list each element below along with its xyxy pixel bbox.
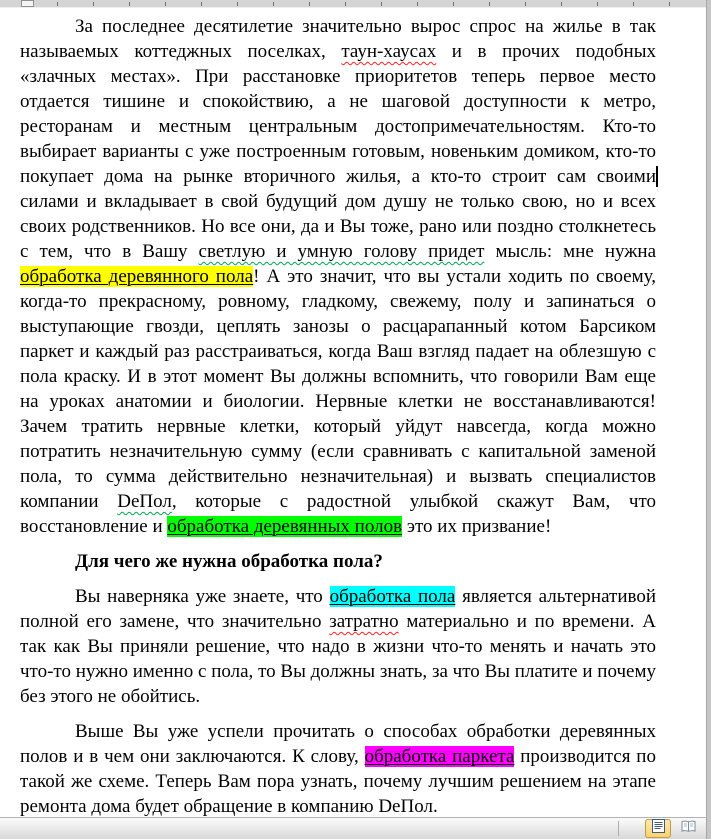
text-run: материально и по времени. А так как Вы приняли решение, что надо в жизни что-то менять и начать это что-то нужно именно с пола, то Вы должны знать, за что Вы платите и почему без этого не обойтись. bbox=[20, 611, 656, 707]
text-run: это их призвание! bbox=[402, 516, 552, 537]
text-run: ! А это значит, что вы устали ходить по своему, когда-то прекрасному, ровному, гладкому, свежему, полу и запинаться о выступающие гвозди, цеплять занозы о расцарапанный котом Барсиком паркет и каждый раз расстраиваться, когда Ваш взгляд падает на облезшую с пола краску. И в этот момент Вы должны вспомнить, что говорили Вам еще на уроках анатомии и биологии. Нервные клетки не восстанавливаются! Зачем тратить нервные клетки, который уйдут навсегда, когда можно потратить незначительную сумму (если сравнивать с капитальной заменой пола, то сумма действительно незначительная) и вызвать специалистов компании bbox=[20, 266, 656, 512]
highlighted-phrase: обработка деревянного пола bbox=[20, 266, 254, 287]
horizontal-ruler[interactable] bbox=[0, 0, 706, 8]
paragraph-why-treatment[interactable] bbox=[20, 584, 656, 709]
text-run: , которые с радостной улыбкой скажут Вам, что восстановление и bbox=[20, 491, 656, 537]
paragraph-intro[interactable] bbox=[20, 14, 656, 539]
text-run: Для чего же нужна обработка пола? bbox=[75, 551, 383, 572]
window-right-edge bbox=[706, 0, 711, 839]
highlighted-phrase: обработка паркета bbox=[364, 746, 515, 767]
ruler-indent-marker[interactable] bbox=[21, 0, 34, 7]
text-run: мысль: мне нужна bbox=[484, 241, 657, 262]
print-layout-view-icon bbox=[652, 819, 665, 838]
paragraph-parquet[interactable] bbox=[20, 719, 656, 819]
text-run: и в прочих подобных «злачных местах». При расстановке приоритетов теперь первое место отдается тишине и спокойствию, а не шаговой доступности к метро, ресторанам и местным центральным достопримечательностям. Кто-то выбирает варианты с уже построенным готовым, новеньким домиком, кто-то покупает дома на рынке вторичного жилья, а кто-то строит сам своими силами и вкладывает в свой будущий дом душу не только свою, но и всех своих родственников. Но все они, да и Вы тоже, рано или поздно столкнетесь с тем, что в Вашу bbox=[20, 41, 656, 262]
full-screen-reading-view-icon bbox=[681, 820, 696, 838]
status-bar-divider bbox=[618, 821, 619, 836]
spellcheck-flagged-text: светлую и умную голову придет bbox=[198, 241, 485, 262]
section-heading[interactable] bbox=[20, 549, 656, 574]
text-run: производится по такой же схеме. Теперь Вам пора узнать, почему лучшим решением на этапе ремонта дома будет обращение в компанию DеПол. bbox=[20, 746, 656, 817]
full-screen-reading-view-button[interactable] bbox=[675, 819, 701, 838]
text-cursor bbox=[656, 166, 658, 187]
document-canvas[interactable] bbox=[20, 14, 656, 829]
text-run: Вы наверняка уже знаете, что bbox=[75, 586, 330, 607]
spellcheck-flagged-text: DеПол bbox=[117, 491, 172, 512]
print-layout-view-button[interactable] bbox=[645, 819, 671, 838]
ruler-tick-marks bbox=[57, 2, 692, 6]
text-run: является альтернативой полной его замене, что значительно bbox=[20, 586, 657, 632]
spellcheck-flagged-text: затратно bbox=[329, 611, 399, 632]
highlighted-phrase: обработка пола bbox=[329, 586, 456, 607]
spellcheck-flagged-text: таун-хаусах bbox=[341, 41, 437, 62]
status-bar bbox=[0, 817, 711, 839]
text-run: За последнее десятилетие значительно вырос спрос на жилье в так называемых коттеджных поселках, bbox=[20, 16, 656, 62]
text-run: Выше Вы уже успели прочитать о способах обработки деревянных полов и в чем они заключаются. К слову, bbox=[20, 721, 656, 767]
highlighted-phrase: обработка деревянных полов bbox=[167, 516, 403, 537]
